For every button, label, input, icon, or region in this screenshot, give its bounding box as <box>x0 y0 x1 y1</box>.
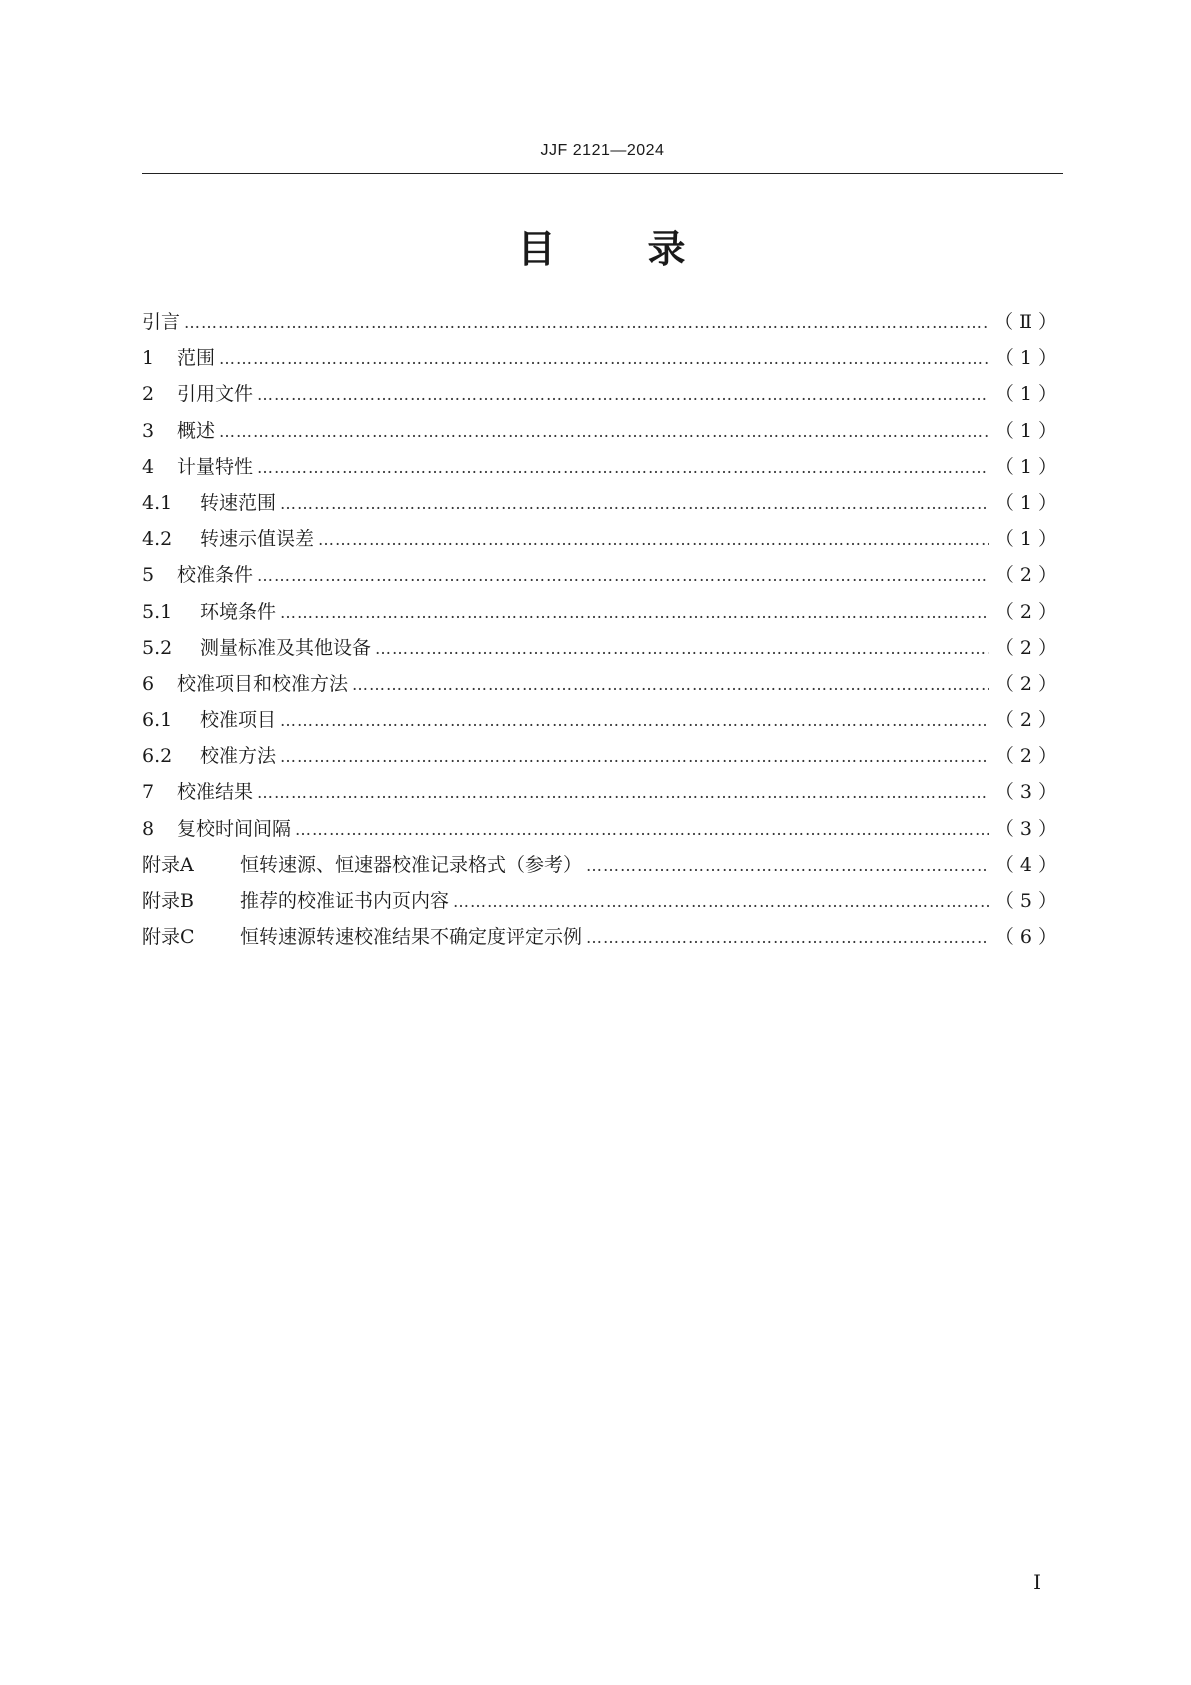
toc-entry[interactable] <box>142 449 1063 485</box>
dot-leader <box>280 486 989 522</box>
toc-entry[interactable] <box>142 413 1063 449</box>
dot-leader <box>257 377 989 413</box>
toc-entry[interactable] <box>142 702 1063 738</box>
toc-entry-page: （3） <box>994 817 1063 840</box>
dot-leader <box>375 631 989 667</box>
dot-leader <box>586 848 989 884</box>
toc-entry-label: 校准项目和校准方法 <box>177 672 349 695</box>
toc-entry-page: （2） <box>994 600 1063 623</box>
toc-entry-page: （2） <box>994 564 1063 587</box>
standard-code: JJF 2121—2024 <box>540 142 665 159</box>
dot-leader <box>352 667 989 703</box>
title-char-1: 目 <box>517 227 558 271</box>
toc-entry-number: 8 <box>142 817 155 840</box>
dot-leader <box>280 703 989 739</box>
dot-leader <box>280 739 989 775</box>
toc-entry-label: 计量特性 <box>177 455 254 478</box>
toc-entry-label: 环境条件 <box>200 600 277 623</box>
toc-entry-number: 7 <box>142 781 155 804</box>
toc-entry[interactable] <box>142 521 1063 557</box>
toc-entry-label: 引用文件 <box>177 383 254 406</box>
toc-entry-number: 附录A <box>142 853 194 876</box>
page-title <box>142 218 1063 273</box>
toc-entry-number: 4 <box>142 455 155 478</box>
toc-entry-label: 校准条件 <box>177 564 254 587</box>
toc-entry-number: 附录B <box>142 890 194 912</box>
toc-entry-number: 4.1 <box>142 491 173 514</box>
toc-entry-label: 校准项目 <box>200 709 277 732</box>
toc-entry-number: 2 <box>142 383 155 406</box>
header-rule <box>142 173 1063 174</box>
dot-leader <box>280 595 989 631</box>
toc-entry-page: （1） <box>994 455 1063 478</box>
dot-leader <box>453 884 989 920</box>
toc-entry-page: （5） <box>994 890 1063 912</box>
toc-entry[interactable] <box>142 485 1063 521</box>
toc-entry-label: 测量标准及其他设备 <box>200 636 372 659</box>
toc-entry-page: （1） <box>994 528 1063 551</box>
toc-entry-page: （1） <box>994 347 1063 370</box>
toc-entry-label: 推荐的校准证书内页内容 <box>240 890 450 912</box>
toc-entry[interactable] <box>142 594 1063 630</box>
dot-leader <box>257 450 989 486</box>
toc-entry-label: 概述 <box>177 419 216 442</box>
dot-leader <box>257 775 989 811</box>
toc-entry-number: 4.2 <box>142 528 173 551</box>
toc-entry-page: （Ⅱ） <box>994 311 1063 333</box>
toc-entry[interactable] <box>142 304 1063 340</box>
toc-entry-label: 引言 <box>142 311 181 333</box>
toc-entry-number: 5.1 <box>142 600 173 623</box>
document-header <box>142 142 1063 160</box>
dot-leader <box>219 341 989 377</box>
toc-entry[interactable] <box>142 340 1063 376</box>
toc-entry[interactable] <box>142 811 1063 847</box>
page-number: I <box>1033 1570 1041 1594</box>
toc-entry-number: 3 <box>142 419 155 442</box>
toc-entry[interactable] <box>142 919 1063 955</box>
table-of-contents <box>142 304 1063 955</box>
title-char-2: 录 <box>647 227 688 271</box>
toc-entry[interactable] <box>142 630 1063 666</box>
toc-entry-page: （2） <box>994 636 1063 659</box>
toc-entry-label: 恒转速源转速校准结果不确定度评定示例 <box>240 926 583 949</box>
toc-entry[interactable] <box>142 883 1063 919</box>
toc-entry-label: 恒转速源、恒速器校准记录格式（参考） <box>240 853 583 876</box>
toc-entry-number: 5 <box>142 564 155 587</box>
toc-entry-page: （2） <box>994 672 1063 695</box>
toc-entry[interactable] <box>142 376 1063 412</box>
toc-entry[interactable] <box>142 847 1063 883</box>
toc-entry-number: 6 <box>142 672 155 695</box>
toc-entry-number: 1 <box>142 347 155 370</box>
toc-entry[interactable] <box>142 774 1063 810</box>
toc-entry-label: 校准结果 <box>177 781 254 804</box>
toc-entry-label: 复校时间间隔 <box>177 817 292 840</box>
toc-entry-label: 范围 <box>177 347 216 370</box>
dot-leader <box>257 558 989 594</box>
toc-entry-page: （4） <box>994 853 1063 876</box>
toc-entry-number: 6.1 <box>142 709 173 732</box>
dot-leader <box>318 522 989 558</box>
toc-entry-page: （2） <box>994 745 1063 768</box>
toc-entry-page: （1） <box>994 383 1063 406</box>
toc-entry-label: 转速范围 <box>200 491 277 514</box>
toc-entry-label: 校准方法 <box>200 745 277 768</box>
dot-leader <box>184 305 988 341</box>
toc-entry-page: （2） <box>994 709 1063 732</box>
toc-entry-page: （1） <box>994 419 1063 442</box>
toc-entry-number: 附录C <box>142 926 195 949</box>
toc-entry[interactable] <box>142 738 1063 774</box>
toc-entry-number: 6.2 <box>142 745 173 768</box>
toc-entry-page: （6） <box>994 926 1063 949</box>
toc-entry[interactable] <box>142 666 1063 702</box>
toc-entry-number: 5.2 <box>142 636 173 659</box>
dot-leader <box>295 812 989 848</box>
toc-entry[interactable] <box>142 557 1063 593</box>
toc-entry-page: （3） <box>994 781 1063 804</box>
toc-entry-label: 转速示值误差 <box>200 528 315 551</box>
dot-leader <box>586 920 989 956</box>
dot-leader <box>219 414 989 450</box>
toc-entry-page: （1） <box>994 491 1063 514</box>
